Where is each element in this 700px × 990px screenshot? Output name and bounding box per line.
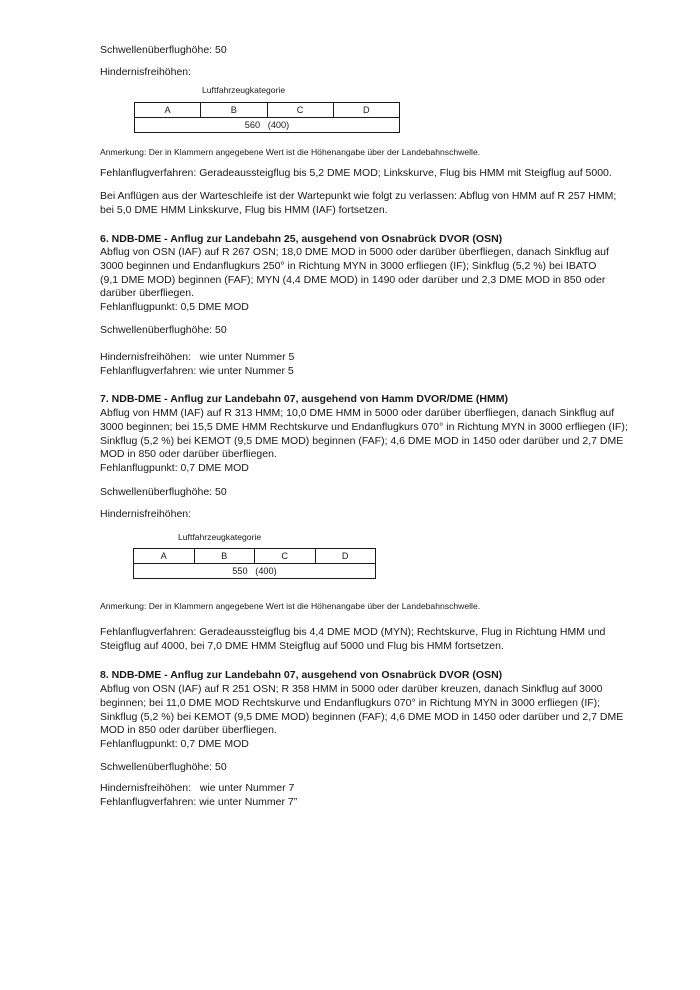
section-6-body xyxy=(100,246,640,315)
category-cell: C xyxy=(267,103,333,118)
category-cell: B xyxy=(194,549,255,564)
category-row xyxy=(134,549,376,564)
text-line: Abflug von OSN (IAF) auf R 267 OSN; 18,0 DME MOD in 5000 oder darüber überfliegen, danach Sinkflug auf xyxy=(100,246,609,258)
text-line: Abflug von HMM (IAF) auf R 313 HMM; 10,0 DME HMM in 5000 oder darüber überfliegen, danach Sinkflug auf xyxy=(100,407,615,419)
section-7-heading: 7. NDB-DME - Anflug zur Landebahn 07, ausgehend von Hamm DVOR/DME (HMM) xyxy=(100,393,508,405)
section-8-body xyxy=(100,683,640,752)
clearances-label: Hindernisfreihöhen: xyxy=(100,66,192,78)
section-6-threshold: Schwellenüberflughöhe: 50 xyxy=(100,324,227,336)
section-7-missed xyxy=(100,626,640,654)
category-cell: A xyxy=(135,103,201,118)
section-6-clearances: Hindernisfreihöhen: wie unter Nummer 5 xyxy=(100,351,295,363)
section-8-clearances: Hindernisfreihöhen: wie unter Nummer 7 xyxy=(100,782,295,794)
clearance-value: 560 (400) xyxy=(135,118,400,133)
table-caption: Luftfahrzeugkategorie xyxy=(178,532,262,542)
section-8-missed: Fehlanflugverfahren: wie unter Nummer 7” xyxy=(100,796,298,808)
threshold-height: Schwellenüberflughöhe: 50 xyxy=(100,44,227,56)
value-row xyxy=(135,118,400,133)
text-line: MOD in 850 oder darüber überfliegen. xyxy=(100,724,277,737)
text-line: Sinkflug (5,2 %) bei KEMOT (9,5 DME MOD) beginnen (FAF); 4,6 DME MOD in 1450 oder darüber und 2,7 DME xyxy=(100,710,624,723)
text-line: Fehlanflugverfahren: Geradeaussteigflug bis 4,4 DME MOD (MYN); Rechtskurve, Flug in Richtung HMM und xyxy=(100,626,606,638)
section-6-missed: Fehlanflugverfahren: wie unter Nummer 5 xyxy=(100,365,294,377)
text-line: Bei Anflügen aus der Warteschleife ist der Wartepunkt wie folgt zu verlassen: Abflug von HMM auf R 257 HMM; xyxy=(100,190,617,202)
category-row xyxy=(135,103,400,118)
clearance-table xyxy=(134,102,400,133)
section-7-clearances-label: Hindernisfreihöhen: xyxy=(100,508,192,520)
section-8-threshold: Schwellenüberflughöhe: 50 xyxy=(100,761,227,773)
text-line: darüber überfliegen. xyxy=(100,287,194,300)
text-line: Steigflug auf 4000, bei 7,0 DME HMM Steigflug auf 5000 und Flug bis HMM fortsetzen. xyxy=(100,639,504,652)
section-8-heading: 8. NDB-DME - Anflug zur Landebahn 07, ausgehend von Osnabrück DVOR (OSN) xyxy=(100,669,503,681)
text-line: 3000 beginnen; bei 15,5 DME HMM Rechtskurve und Endanflugkurs 070° in Richtung MYN in 3000 erfliegen (IF); xyxy=(100,420,628,433)
text-line: Sinkflug (5,2 %) bei KEMOT (9,5 DME MOD) beginnen (FAF); 4,6 DME MOD in 1450 oder darüber und 2,7 DME xyxy=(100,434,624,447)
category-cell: D xyxy=(315,549,376,564)
text-line: Fehlanflugpunkt: 0,7 DME MOD xyxy=(100,462,249,475)
section-7-threshold: Schwellenüberflughöhe: 50 xyxy=(100,486,227,498)
table-note: Anmerkung: Der in Klammern angegebene Wert ist die Höhenangabe über der Landebahnschwelle. xyxy=(100,147,481,157)
clearance-value: 550 (400) xyxy=(134,564,376,579)
text-line: bei 5,0 DME HMM Linkskurve, Flug bis HMM (IAF) fortsetzen. xyxy=(100,203,388,216)
text-line: Fehlanflugpunkt: 0,5 DME MOD xyxy=(100,301,249,314)
category-cell: A xyxy=(134,549,195,564)
category-cell: D xyxy=(333,103,399,118)
text-line: Abflug von OSN (IAF) auf R 251 OSN; R 358 HMM in 5000 oder darüber kreuzen, danach Sinkflug auf 3000 xyxy=(100,683,603,695)
text-line: (9,1 DME MOD) beginnen (FAF); MYN (4,4 DME MOD) in 1490 oder darüber und 2,3 DME MOD in 850 oder xyxy=(100,273,606,286)
table-note: Anmerkung: Der in Klammern angegebene Wert ist die Höhenangabe über der Landebahnschwelle. xyxy=(100,601,481,611)
section-7-body xyxy=(100,407,640,476)
section-6-heading: 6. NDB-DME - Anflug zur Landebahn 25, ausgehend von Osnabrück DVOR (OSN) xyxy=(100,233,503,245)
holding-text xyxy=(100,190,640,218)
text-line: 3000 beginnen und Endanflugkurs 250° in Richtung MYN in 3000 erfliegen (IF); Sinkflug (5,2 %) bei IBATO xyxy=(100,259,597,272)
missed-approach: Fehlanflugverfahren: Geradeaussteigflug bis 5,2 DME MOD; Linkskurve, Flug bis HMM mit Steigflug auf 5000. xyxy=(100,167,612,179)
category-cell: B xyxy=(201,103,267,118)
text-line: Fehlanflugpunkt: 0,7 DME MOD xyxy=(100,738,249,751)
clearance-table xyxy=(133,548,376,579)
value-row xyxy=(134,564,376,579)
text-line: beginnen; bei 11,0 DME MOD Rechtskurve und Endanflugkurs 070° in Richtung MYN in 3000 erfliegen (IF); xyxy=(100,696,601,709)
table-caption: Luftfahrzeugkategorie xyxy=(202,85,286,95)
category-cell: C xyxy=(255,549,316,564)
text-line: MOD in 850 oder darüber überfliegen. xyxy=(100,448,277,461)
